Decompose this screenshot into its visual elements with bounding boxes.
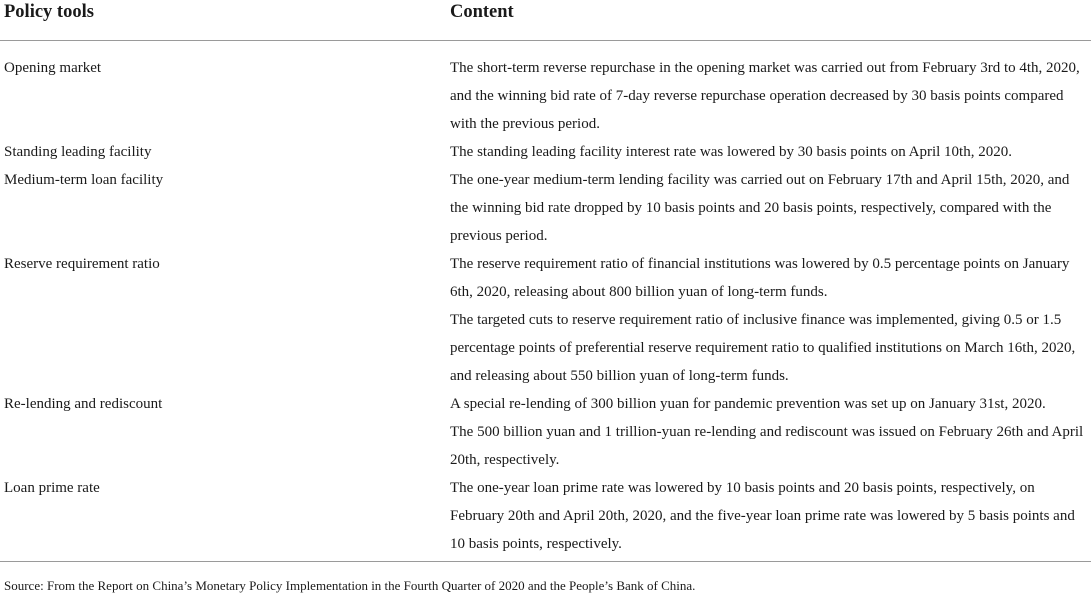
row-policy-tool: Re-lending and rediscount — [4, 396, 163, 412]
row-content — [450, 474, 1086, 558]
content-paragraph: The short-term reverse repurchase in the opening market was carried out from February 3rd to 4th, 2020, and the winning bid rate of 7-day reverse repurchase operation decreased by 30 basis points compared with the previous period. — [450, 60, 1080, 132]
row-content — [450, 54, 1086, 138]
row-policy-tool: Loan prime rate — [4, 480, 100, 496]
header-content: Content — [450, 2, 514, 22]
content-paragraph: The reserve requirement ratio of financial institutions was lowered by 0.5 percentage points on January 6th, 2020, releasing about 800 billion yuan of long-term funds. — [450, 256, 1070, 300]
content-paragraph: The standing leading facility interest rate was lowered by 30 basis points on April 10th, 2020. — [450, 144, 1012, 160]
table-row — [0, 166, 1091, 250]
row-policy-tool: Standing leading facility — [4, 144, 152, 160]
content-paragraph: The one-year loan prime rate was lowered by 10 basis points and 20 basis points, respectively, on February 20th and April 20th, 2020, and the five-year loan prime rate was lowered by 5 basis points and 10 basis points, respectively. — [450, 480, 1075, 552]
table-row — [0, 250, 1091, 390]
row-content — [450, 390, 1086, 474]
content-paragraph: The one-year medium-term lending facility was carried out on February 17th and April 15th, 2020, and the winning bid rate dropped by 10 basis points and 20 basis points, respectively, compared with the previous period. — [450, 172, 1070, 244]
content-paragraph: The targeted cuts to reserve requirement ratio of inclusive finance was implemented, giving 0.5 or 1.5 percentage points of preferential reserve requirement ratio to qualified institutions on March 16th, 2020, and releasing about 550 billion yuan of long-term funds. — [450, 312, 1076, 384]
table-row — [0, 138, 1091, 166]
table-bottom-rule — [0, 561, 1091, 562]
content-paragraph: The 500 billion yuan and 1 trillion-yuan re-lending and rediscount was issued on February 26th and April 20th, respectively. — [450, 424, 1084, 468]
table-header — [0, 0, 1091, 41]
table-row — [0, 390, 1091, 474]
header-policy-tools: Policy tools — [4, 2, 94, 22]
table-row — [0, 54, 1091, 138]
row-content — [450, 250, 1086, 390]
row-content — [450, 166, 1086, 250]
row-policy-tool: Reserve requirement ratio — [4, 256, 160, 272]
row-policy-tool: Opening market — [4, 60, 102, 76]
content-paragraph: A special re-lending of 300 billion yuan for pandemic prevention was set up on January 31st, 2020. — [450, 396, 1046, 412]
table-body — [0, 41, 1091, 562]
table-row — [0, 474, 1091, 558]
source-note: Source: From the Report on China’s Monetary Policy Implementation in the Fourth Quarter of 2020 and the People’s Bank of China. — [4, 578, 696, 593]
row-content — [450, 138, 1086, 166]
row-policy-tool: Medium-term loan facility — [4, 172, 164, 188]
